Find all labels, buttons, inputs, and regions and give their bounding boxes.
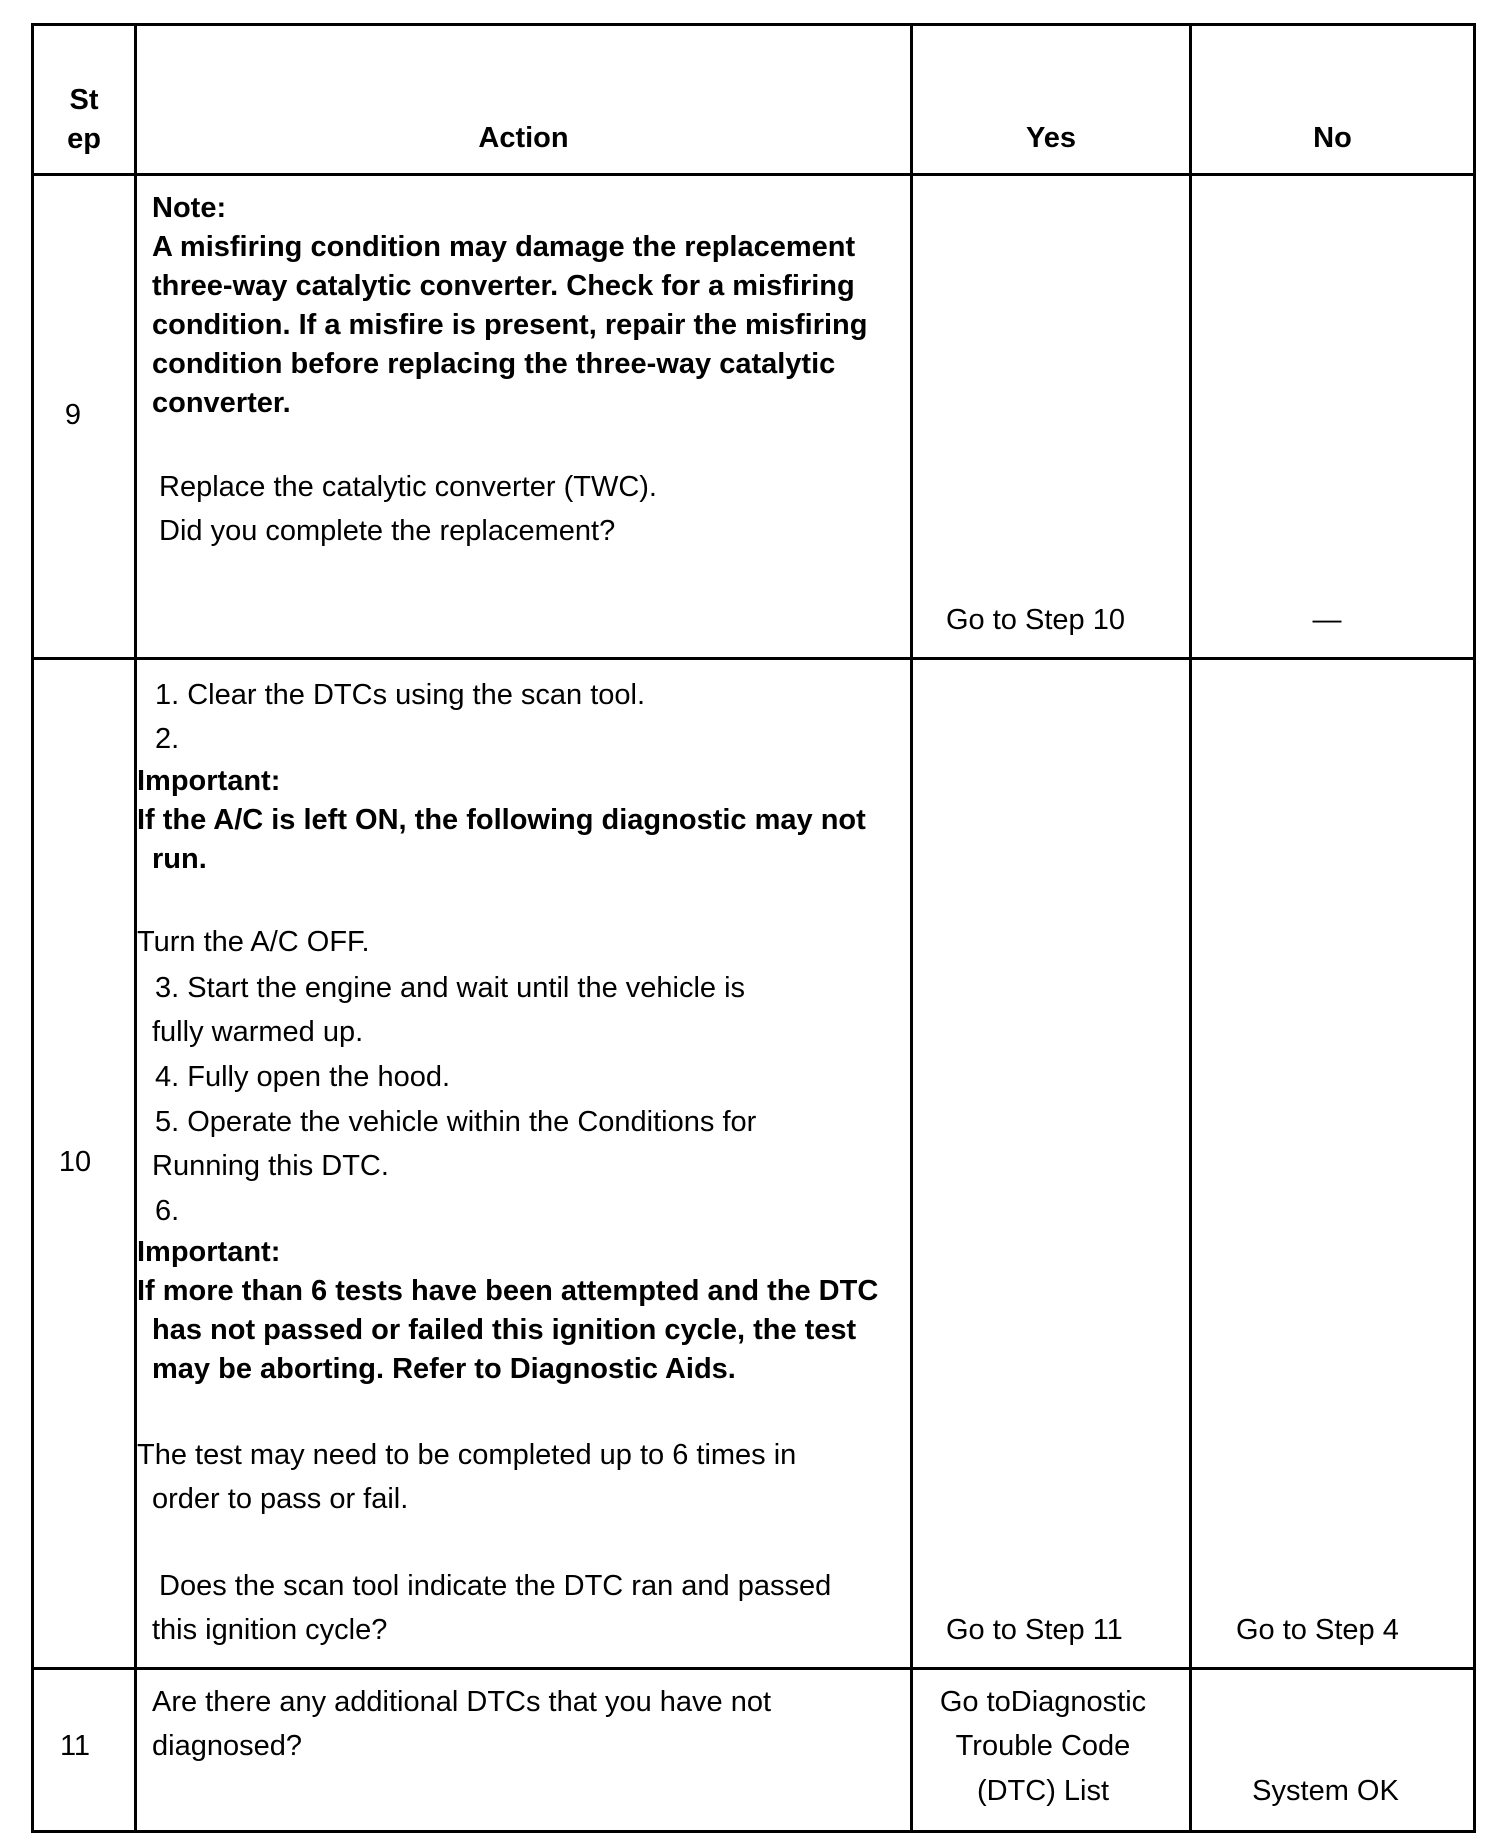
yes-result: Go to Step 11 — [946, 1614, 1123, 1646]
header-no: No — [1313, 122, 1352, 154]
important-line: may be aborting. Refer to Diagnostic Aids. — [152, 1353, 736, 1385]
note-label: Note: — [152, 192, 227, 224]
important-line: has not passed or failed this ignition cycle, the test — [152, 1314, 857, 1346]
instruction-text: The test may need to be completed up to 6 times in — [137, 1439, 797, 1471]
header-action: Action — [478, 122, 569, 154]
column-divider-yes-no — [1189, 23, 1192, 1833]
row-divider-10-11 — [31, 1667, 1476, 1670]
instruction-text: Turn the A/C OFF. — [137, 926, 370, 958]
column-divider-action-yes — [910, 23, 913, 1833]
action-line: Did you complete the replacement? — [159, 515, 616, 547]
important-label: Important: — [137, 1236, 281, 1268]
note-line: condition. If a misfire is present, repair the misfiring — [152, 309, 868, 341]
action-line: Replace the catalytic converter (TWC). — [159, 471, 657, 503]
list-item: 4. Fully open the hood. — [155, 1061, 451, 1093]
step-number: 10 — [58, 1146, 92, 1178]
question-text: Are there any additional DTCs that you have not — [152, 1686, 772, 1718]
table-border-right — [1473, 23, 1476, 1833]
no-result: System OK — [1252, 1775, 1399, 1807]
table-border-bottom — [31, 1830, 1476, 1833]
instruction-text: order to pass or fail. — [152, 1483, 409, 1515]
note-line: converter. — [152, 387, 291, 419]
header-divider — [31, 173, 1476, 176]
header-step-line1: St — [69, 84, 99, 116]
list-item: 3. Start the engine and wait until the vehicle is — [155, 972, 746, 1004]
table-border-top — [31, 23, 1476, 26]
yes-result: (DTC) List — [976, 1775, 1110, 1807]
list-item: 1. Clear the DTCs using the scan tool. — [155, 679, 646, 711]
list-item: 5. Operate the vehicle within the Conditions for — [155, 1106, 757, 1138]
important-label: Important: — [137, 765, 281, 797]
yes-result: Trouble Code — [955, 1730, 1131, 1762]
header-yes: Yes — [1026, 122, 1076, 154]
row-divider-9-10 — [31, 657, 1476, 660]
yes-result: Go to Step 10 — [946, 604, 1125, 636]
note-line: condition before replacing the three-way catalytic — [152, 348, 836, 380]
note-line: A misfiring condition may damage the replacement — [152, 231, 856, 263]
list-item: 6. — [155, 1195, 180, 1227]
step-number: 11 — [59, 1730, 91, 1762]
list-item-continuation: Running this DTC. — [152, 1150, 389, 1182]
note-line: three-way catalytic converter. Check for a misfiring — [152, 270, 855, 302]
important-line: run. — [152, 843, 207, 875]
question-text: diagnosed? — [152, 1730, 302, 1762]
no-result: — — [1312, 604, 1342, 636]
yes-result: Go toDiagnostic — [939, 1686, 1147, 1718]
question-text: this ignition cycle? — [152, 1614, 388, 1646]
important-line: If more than 6 tests have been attempted and the DTC — [137, 1275, 879, 1307]
list-item-continuation: fully warmed up. — [152, 1016, 364, 1048]
step-number: 9 — [64, 399, 82, 431]
list-item: 2. — [155, 723, 180, 755]
no-result: Go to Step 4 — [1236, 1614, 1399, 1646]
important-line: If the A/C is left ON, the following diagnostic may not — [137, 804, 866, 836]
header-step-line2: ep — [67, 123, 101, 155]
question-text: Does the scan tool indicate the DTC ran and passed — [159, 1570, 832, 1602]
table-border-left — [31, 23, 34, 1833]
